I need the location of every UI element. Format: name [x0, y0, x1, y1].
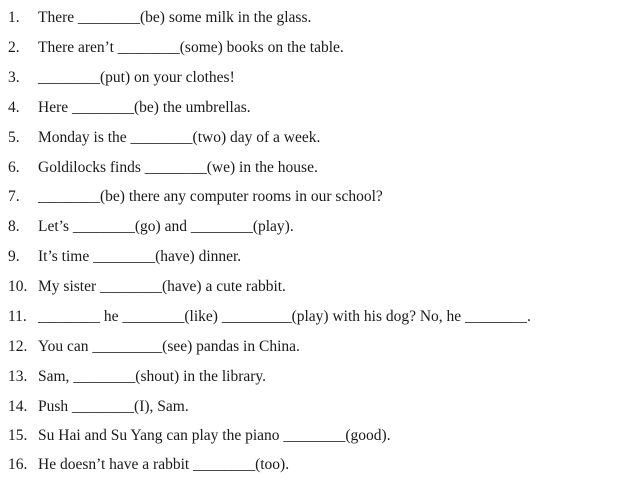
exercise-item-14 — [8, 396, 189, 418]
item-number: 8. — [8, 218, 20, 235]
item-number: 7. — [8, 188, 20, 205]
exercise-item-9 — [8, 246, 241, 268]
item-text: There aren’t ________(some) books on the table. — [38, 39, 344, 56]
exercise-item-7 — [8, 186, 383, 208]
exercise-item-8 — [8, 216, 294, 238]
item-number: 9. — [8, 248, 20, 265]
exercise-item-13 — [8, 366, 266, 388]
item-text: There ________(be) some milk in the glass. — [38, 9, 312, 26]
exercise-item-11 — [8, 306, 531, 328]
item-number: 14. — [8, 398, 28, 415]
item-number: 11. — [8, 308, 27, 325]
item-text: Su Hai and Su Yang can play the piano ________(good). — [38, 427, 391, 444]
exercise-item-16 — [8, 454, 289, 476]
item-number: 1. — [8, 9, 20, 26]
item-number: 6. — [8, 159, 20, 176]
item-text: He doesn’t have a rabbit ________(too). — [38, 456, 290, 473]
item-number: 16. — [8, 456, 28, 473]
item-text: Push ________(I), Sam. — [38, 398, 189, 415]
item-text: Goldilocks finds ________(we) in the house. — [38, 159, 318, 176]
item-text: It’s time ________(have) dinner. — [38, 248, 242, 265]
item-number: 15. — [8, 427, 28, 444]
item-text: My sister ________(have) a cute rabbit. — [38, 278, 286, 295]
item-number: 13. — [8, 368, 28, 385]
item-number: 2. — [8, 39, 20, 56]
exercise-item-5 — [8, 127, 320, 149]
exercise-item-4 — [8, 97, 251, 119]
exercise-item-10 — [8, 276, 286, 298]
exercise-item-1 — [8, 7, 311, 29]
item-number: 3. — [8, 69, 20, 86]
exercise-item-3 — [8, 67, 235, 89]
item-text: ________(put) on your clothes! — [38, 69, 235, 86]
item-number: 10. — [8, 278, 28, 295]
item-text: ________ he ________(like) _________(play) with his dog? No, he ________. — [38, 308, 531, 325]
exercise-item-6 — [8, 157, 318, 179]
item-text: Sam, ________(shout) in the library. — [38, 368, 267, 385]
item-text: You can _________(see) pandas in China. — [38, 338, 300, 355]
item-number: 4. — [8, 99, 20, 116]
item-text: Here ________(be) the umbrellas. — [38, 99, 251, 116]
item-text: ________(be) there any computer rooms in our school? — [38, 188, 383, 205]
exercise-item-12 — [8, 336, 300, 358]
item-text: Let’s ________(go) and ________(play). — [38, 218, 294, 235]
item-number: 12. — [8, 338, 28, 355]
item-number: 5. — [8, 129, 20, 146]
exercise-item-2 — [8, 37, 344, 59]
item-text: Monday is the ________(two) day of a week. — [38, 129, 321, 146]
exercise-item-15 — [8, 425, 391, 447]
